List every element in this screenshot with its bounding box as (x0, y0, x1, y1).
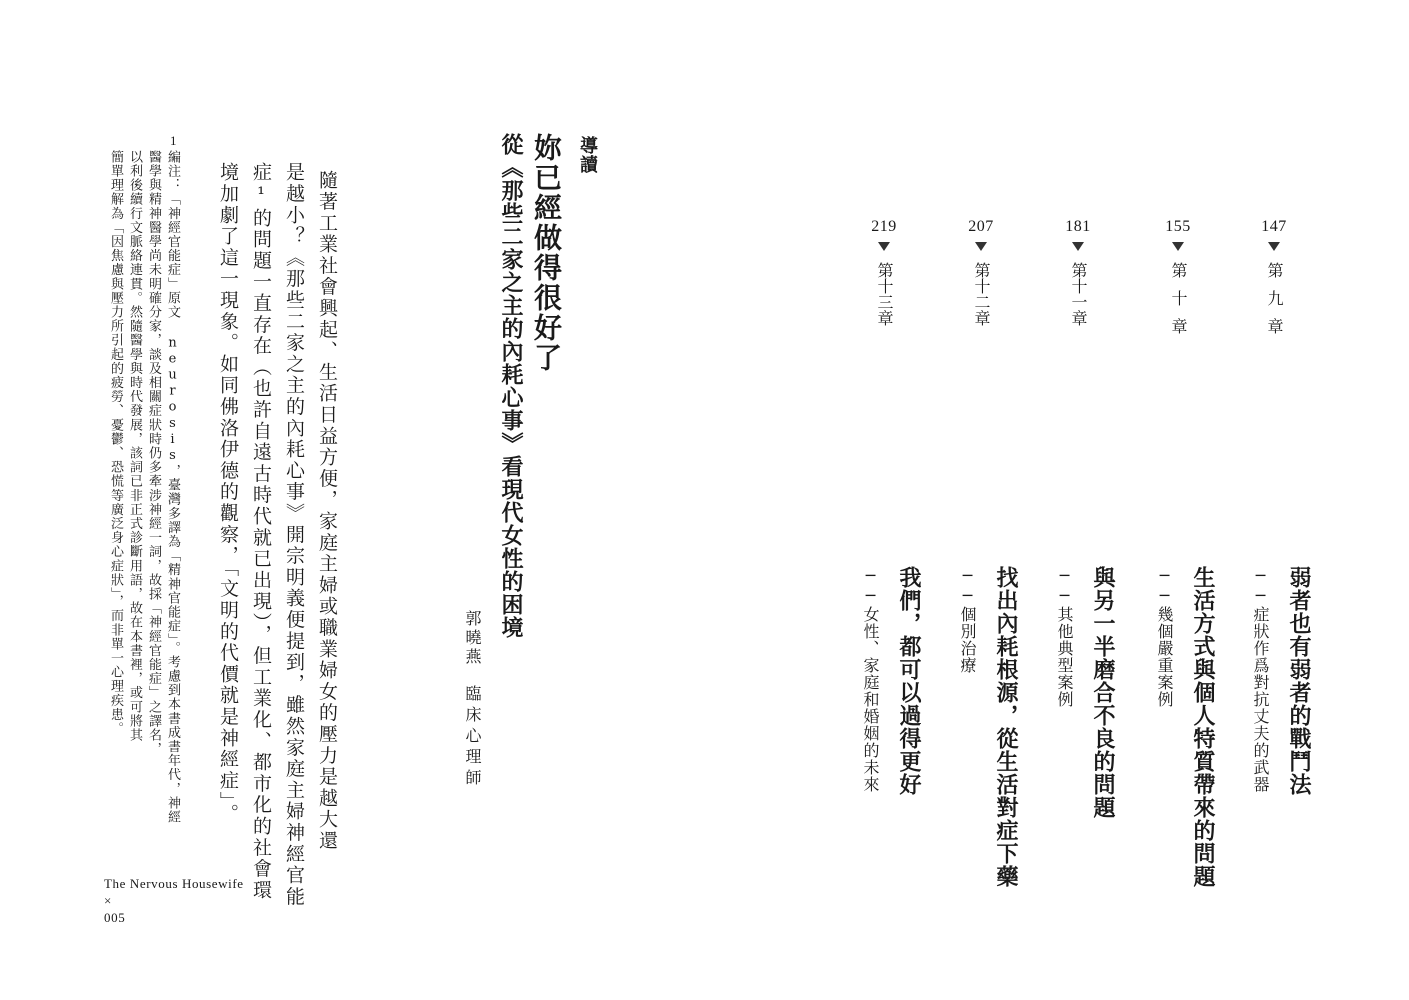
triangle-down-icon (1268, 242, 1280, 251)
triangle-down-icon (975, 242, 987, 251)
toc-entry[interactable] (1048, 218, 1116, 819)
toc-page-number: 155 (1165, 218, 1191, 235)
body-line: 隨著工業社會興起、生活日益方便，家庭主婦或職業婦女的壓力是越大還 (316, 170, 338, 852)
running-head-title: The Nervous Housewife (104, 876, 244, 891)
toc-chapter-label: 第九章 (1265, 262, 1284, 346)
toc-chapter-subtitle: ──其他典型案例 (1055, 566, 1074, 708)
page-number: 005 (104, 910, 126, 925)
toc-chapter-title: 弱者也有弱者的戰鬥法 (1286, 566, 1312, 796)
toc-chapter-subtitle: ──症狀作爲對抗丈夫的武器 (1251, 566, 1270, 793)
triangle-down-icon (1072, 242, 1084, 251)
toc-entry[interactable] (951, 218, 1019, 888)
toc-chapter-subtitle: ──幾個嚴重案例 (1155, 566, 1174, 708)
body-line: 境加劇了這一現象。如同佛洛伊德的觀察，「文明的代價就是神經症」。 (217, 162, 239, 825)
author-name: 郭曉燕 (463, 610, 482, 667)
toc-entry[interactable] (854, 218, 922, 796)
toc-chapter-title: 生活方式與個人特質帶來的問題 (1190, 566, 1216, 888)
toc-page-number: 219 (871, 218, 897, 235)
toc-chapter-subtitle: ──個別治療 (958, 566, 977, 674)
toc-chapter-subtitle: ──女性、家庭和婚姻的未來 (861, 566, 880, 793)
toc-page-number: 207 (968, 218, 994, 235)
intro-subtitle: 從《那些二家之主的內耗心事》看現代女性的困境 (498, 133, 524, 639)
triangle-down-icon (878, 242, 890, 251)
left-page (0, 0, 704, 1000)
toc-chapter-label: 第十一章 (1069, 262, 1088, 326)
body-line: 症¹的問題一直存在（也許自遠古時代就已出現），但工業化、都市化的社會環 (250, 162, 272, 901)
right-page (705, 0, 1409, 1000)
toc-page-number: 181 (1065, 218, 1091, 235)
toc-chapter-label: 第十章 (1169, 262, 1188, 346)
toc-chapter-label: 第十三章 (875, 262, 894, 326)
running-head-separator: × (104, 893, 112, 908)
toc-chapter-title: 我們，都可以過得更好 (896, 566, 922, 796)
author-role: 臨床心理師 (463, 685, 482, 790)
footnote-line: 醫學與精神醫學尚未明確分家，談及相關症狀時仍多牽涉神經一詞，故採「神經官能症」之譯名， (146, 150, 161, 757)
triangle-down-icon (1172, 242, 1184, 251)
toc-entry[interactable] (1244, 218, 1312, 796)
footnote-line: 編注：「神經官能症」原文 neurosis，臺灣多譯為「精神官能症」。考慮到本書成書年代，神經 (165, 150, 180, 825)
section-label: 導讀 (577, 136, 598, 174)
intro-title: 妳已經做得很好了 (530, 133, 563, 373)
footnote-number: 1 (170, 133, 177, 148)
toc-page-number: 147 (1261, 218, 1287, 235)
toc-chapter-label: 第十二章 (972, 262, 991, 326)
footnote-line: 以利後續行文脈絡連貫。然隨醫學與時代發展，該詞已非正式診斷用語，故在本書裡，或可將其 (127, 150, 142, 743)
toc-chapter-title: 與另一半磨合不良的問題 (1090, 566, 1116, 819)
toc-entry[interactable] (1148, 218, 1216, 888)
footnote-line: 簡單理解為「因焦慮與壓力所引起的疲勞、憂鬱、恐慌等廣泛身心症狀」，而非單一心理疾患。 (108, 150, 123, 736)
toc-chapter-title: 找出內耗根源，從生活對症下藥 (993, 566, 1019, 888)
body-line: 是越小？《那些二家之主的內耗心事》開宗明義便提到，雖然家庭主婦神經官能 (283, 162, 305, 908)
